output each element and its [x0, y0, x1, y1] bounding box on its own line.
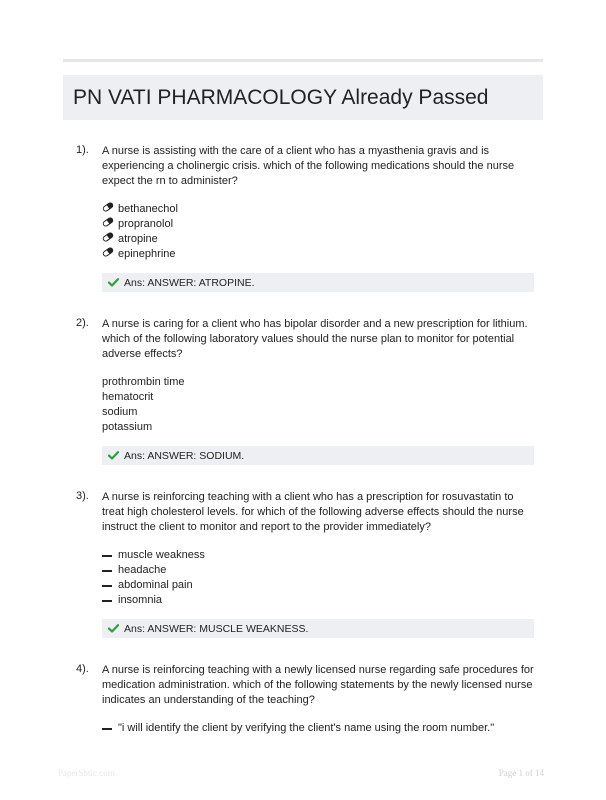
option-item [102, 721, 538, 736]
option-label: abdominal pain [118, 579, 193, 591]
answer-text: Ans: ANSWER: MUSCLE WEAKNESS. [124, 622, 309, 635]
option-item [102, 578, 538, 593]
answer-box [102, 273, 534, 292]
option-item [102, 217, 538, 232]
option-label: atropine [118, 233, 158, 245]
question-number: 3). [76, 490, 89, 502]
dash-icon [102, 585, 112, 587]
option-item [102, 247, 538, 262]
checkmark-icon [108, 278, 119, 287]
footer-watermark: PaperSbtic.com [58, 768, 115, 778]
question-text: A nurse is assisting with the care of a client who has a myasthenia gravis and is experiencing a cholinergic crisis. which of the following medications should the nurse expect the rn to administer? [102, 145, 515, 187]
option-label: propranolol [118, 218, 174, 230]
question-number: 2). [76, 317, 89, 329]
options-list [102, 375, 538, 435]
option-item [102, 202, 538, 217]
option-item [102, 593, 538, 608]
option-label: sodium [102, 406, 138, 418]
page-number: Page 1 of 14 [498, 768, 544, 778]
dash-icon [102, 570, 112, 572]
answer-box [102, 446, 534, 465]
answer-text: Ans: ANSWER: SODIUM. [124, 449, 245, 462]
option-item [102, 405, 538, 420]
option-label: prothrombin time [102, 376, 185, 388]
checkmark-icon [108, 624, 119, 633]
answer-box [102, 619, 534, 638]
option-item [102, 390, 538, 405]
option-item [102, 420, 538, 435]
option-label: "i will identify the client by verifying the client's name using the room number." [118, 722, 495, 734]
dash-icon [102, 600, 112, 602]
pill-icon [102, 247, 118, 262]
option-item [102, 548, 538, 563]
options-list [102, 721, 538, 736]
document-title: PN VATI PHARMACOLOGY Already Passed [73, 85, 489, 109]
option-label: potassium [102, 421, 153, 433]
option-item [102, 563, 538, 578]
option-label: insomnia [118, 594, 163, 606]
question-text: A nurse is caring for a client who has bipolar disorder and a new prescription for lithium. which of the following laboratory values should the nurse plan to monitor for potential adverse effects? [102, 318, 528, 360]
question-number: 4). [76, 663, 89, 675]
question-text: A nurse is reinforcing teaching with a newly licensed nurse regarding safe procedures for medication administration. which of the following statements by the newly licensed nurse indicates an understanding of the teaching? [102, 664, 534, 706]
option-label: epinephrine [118, 248, 176, 260]
title-banner [63, 75, 543, 120]
top-divider [63, 59, 543, 62]
option-label: muscle weakness [118, 549, 205, 561]
options-list [102, 202, 538, 262]
question-text: A nurse is reinforcing teaching with a client who has a prescription for rosuvastatin to treat high cholesterol levels. for which of the following adverse effects should the nurse instruct the client to monitor and report to the provider immediately? [102, 491, 524, 533]
dash-icon [102, 555, 112, 557]
option-item [102, 232, 538, 247]
options-list [102, 548, 538, 608]
option-label: bethanechol [118, 203, 178, 215]
option-label: headache [118, 564, 167, 576]
question-number: 1). [76, 144, 89, 156]
option-item [102, 375, 538, 390]
pill-icon [102, 232, 118, 247]
option-label: hematocrit [102, 391, 154, 403]
checkmark-icon [108, 451, 119, 460]
answer-text: Ans: ANSWER: ATROPINE. [124, 276, 255, 289]
pill-icon [102, 202, 118, 217]
dash-icon [102, 728, 112, 730]
pill-icon [102, 217, 118, 232]
